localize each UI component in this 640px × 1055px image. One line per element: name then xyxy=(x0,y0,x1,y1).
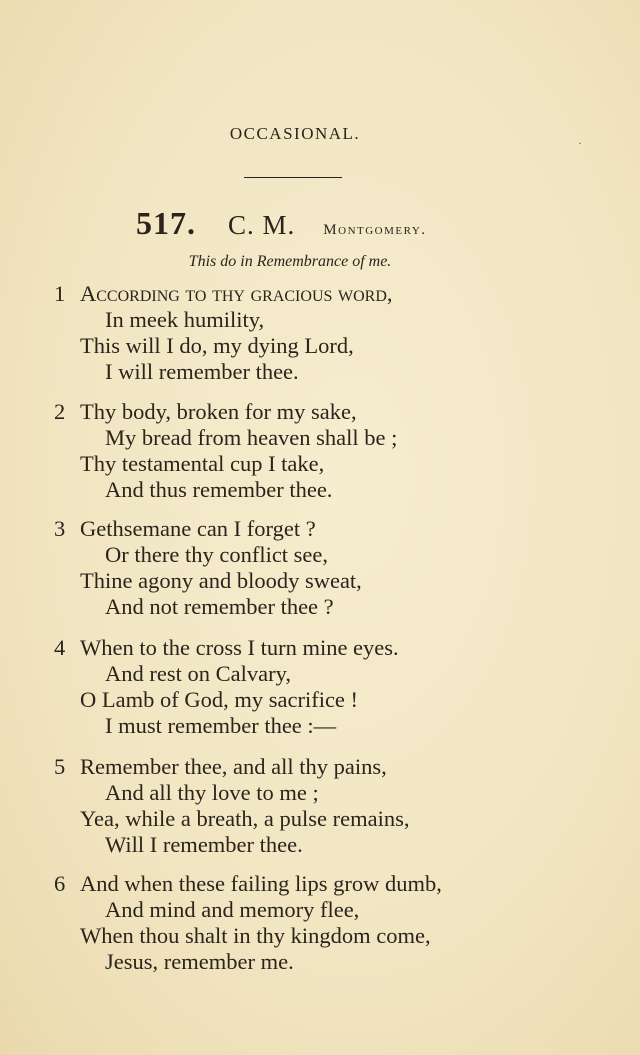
hymn-header xyxy=(136,205,427,242)
stanza-line: And when these failing lips grow dumb, xyxy=(80,871,442,896)
stanza-line: When to the cross I turn mine eyes. xyxy=(80,635,399,660)
stanza-line: And all thy love to me ; xyxy=(105,780,319,805)
stanza-line xyxy=(80,281,393,307)
stanza-line: And rest on Calvary, xyxy=(105,661,291,686)
stanza-line: Jesus, remember me. xyxy=(105,949,294,974)
stanza-line: My bread from heaven shall be ; xyxy=(105,425,398,450)
stanza-line: Or there thy conflict see, xyxy=(105,542,329,567)
stanza-line: And not remember thee ? xyxy=(105,594,334,619)
stanza-line: Thine agony and bloody sweat, xyxy=(80,568,362,593)
stanza-line: I will remember thee. xyxy=(105,359,299,384)
hymn-meter: C. M. xyxy=(228,210,296,240)
stanza-line-text: According to thy gracious word, xyxy=(80,281,393,306)
stanza-line: O Lamb of God, my sacrifice ! xyxy=(80,687,359,712)
corner-mark: · xyxy=(578,136,582,150)
running-head: OCCASIONAL. xyxy=(229,124,361,143)
stanza-number: 4 xyxy=(54,635,66,660)
stanza-line: Gethsemane can I forget ? xyxy=(80,516,316,541)
stanza-line: Will I remember thee. xyxy=(105,832,303,857)
hymn-number: 517. xyxy=(136,205,196,241)
stanza-number: 2 xyxy=(54,399,66,424)
stanza-line: Thy testamental cup I take, xyxy=(80,451,325,476)
hymn-author: Montgomery. xyxy=(323,222,427,238)
stanza-number: 1 xyxy=(54,281,66,306)
stanza-number: 6 xyxy=(54,871,66,896)
stanza-line: Yea, while a breath, a pulse remains, xyxy=(80,806,410,831)
stanza-line: When thou shalt in thy kingdom come, xyxy=(80,923,431,948)
stanza-line: I must remember thee :— xyxy=(105,713,337,738)
stanza-number: 5 xyxy=(54,754,66,779)
stanza-number: 3 xyxy=(54,516,66,541)
stanza-line: Thy body, broken for my sake, xyxy=(80,399,357,424)
stanza-line: And mind and memory flee, xyxy=(105,897,360,922)
head-rule xyxy=(244,177,342,178)
stanza-line: Remember thee, and all thy pains, xyxy=(80,754,387,779)
stanza-line: And thus remember thee. xyxy=(105,477,333,502)
stanza-line: In meek humility, xyxy=(105,307,265,332)
stanza-line: This will I do, my dying Lord, xyxy=(80,333,354,358)
hymn-subtitle: This do in Remembrance of me. xyxy=(188,253,392,270)
